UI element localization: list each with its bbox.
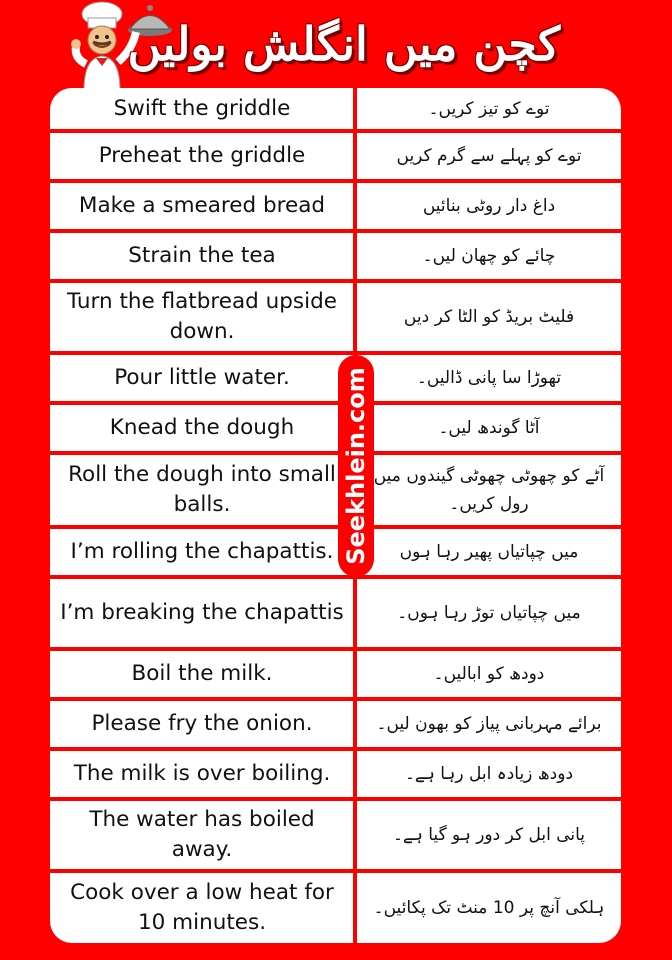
english-phrase: Knead the dough: [109, 415, 295, 440]
english-phrase: I’m breaking the chapattis: [60, 600, 344, 625]
page-title: کچن میں انگلش بولیں: [127, 17, 560, 71]
urdu-translation: آٹے کو چھوٹی چھوٹی گیندوں میں رول کریں۔: [373, 466, 605, 514]
urdu-translation: ہلکی آنچ پر 10 منٹ تک پکائیں۔: [373, 898, 605, 918]
english-phrase: Strain the tea: [128, 243, 276, 268]
english-phrase: Preheat the griddle: [98, 143, 306, 168]
table-row: [50, 283, 621, 355]
watermark-text: Seekhlein.com: [342, 367, 371, 565]
table-row: [50, 133, 621, 183]
english-phrase: Swift the griddle: [113, 95, 291, 121]
urdu-translation: توے کو تیز کریں۔: [428, 98, 550, 119]
urdu-translation: میں چپاتیاں توڑ رہا ہوں۔: [397, 603, 581, 623]
urdu-translation: برائے مہربانی پیاز کو بھون لیں۔: [376, 714, 602, 734]
urdu-translation: تھوڑا سا پانی ڈالیں۔: [416, 368, 562, 388]
english-phrase: The milk is over boiling.: [73, 761, 331, 786]
watermark-badge: [338, 355, 374, 577]
table-row: [50, 355, 621, 405]
urdu-translation: میں چپاتیاں پھیر رہا ہوں: [399, 542, 579, 562]
urdu-translation: پانی ابل کر دور ہو گیا ہے۔: [392, 825, 586, 845]
english-phrase: I’m rolling the chapattis.: [70, 539, 334, 564]
table-row: [50, 751, 621, 801]
urdu-translation: داغ دار روٹی بنائیں: [422, 196, 556, 216]
english-phrase: Turn the flatbread upside down.: [67, 289, 337, 344]
urdu-translation: دودھ زیادہ ابل رہا ہے۔: [404, 764, 574, 784]
english-phrase: Roll the dough into small balls.: [68, 462, 336, 517]
english-phrase: Pour little water.: [114, 365, 290, 390]
table-row: [50, 801, 621, 873]
table-row: [50, 651, 621, 701]
table-row: [50, 579, 621, 651]
urdu-translation: چائے کو چھان لیں۔: [422, 246, 556, 266]
urdu-translation: فلیٹ بریڈ کو الٹا کر دیں: [403, 307, 575, 327]
english-phrase: Boil the milk.: [131, 661, 273, 686]
table-row: [50, 529, 621, 579]
urdu-translation: دودھ کو ابالیں۔: [433, 664, 545, 684]
english-phrase: The water has boiled away.: [89, 807, 315, 862]
header: [0, 0, 672, 90]
table-row: [50, 405, 621, 455]
table-row: [50, 88, 621, 133]
english-phrase: Make a smeared bread: [78, 193, 326, 218]
english-phrase: Please fry the onion.: [91, 711, 313, 736]
phrase-table: [50, 88, 621, 943]
urdu-translation: توے کو پہلے سے گرم کریں: [396, 146, 582, 166]
urdu-translation: آٹا گوندھ لیں۔: [438, 418, 540, 438]
table-row: [50, 233, 621, 283]
table-row: [50, 455, 621, 529]
table-row: [50, 701, 621, 751]
table-row: [50, 873, 621, 943]
english-phrase: Cook over a low heat for 10 minutes.: [70, 880, 334, 935]
table-row: [50, 183, 621, 233]
